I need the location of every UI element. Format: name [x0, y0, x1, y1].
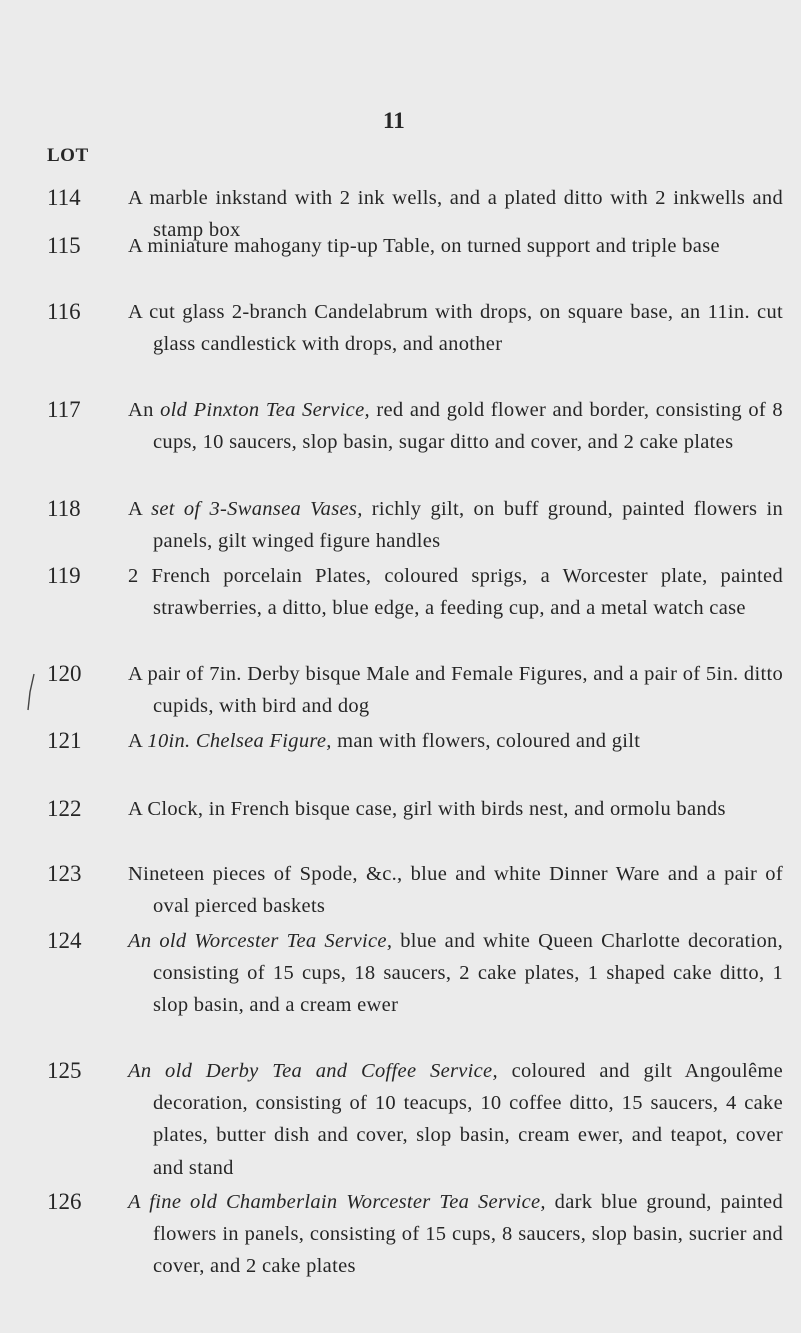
lot-description	[128, 793, 783, 825]
lot-entry	[0, 1186, 801, 1283]
lot-description	[128, 1055, 783, 1184]
lot-title: An old Worcester Tea Service,	[128, 930, 393, 952]
lot-description	[128, 296, 783, 360]
lot-text: 2 French porcelain Plates, coloured sprigs, a Worcester plate, painted strawberries, a ditto, blue edge, a feeding cup, and a metal watch case	[128, 565, 783, 620]
lot-entry	[0, 858, 801, 922]
lot-number: 115	[47, 233, 81, 258]
lot-title: old Pinxton Tea Service,	[160, 399, 370, 421]
lot-text: red and gold flower and border, consisting of 8 cups, 10 saucers, slop basin, sugar ditto and cover, and 2 cake plates	[153, 399, 783, 454]
lot-description	[128, 858, 783, 922]
lot-title: 10in. Chelsea Figure,	[147, 730, 332, 752]
lot-description	[128, 394, 783, 458]
lot-text: A miniature mahogany tip-up Table, on turned support and triple base	[128, 235, 720, 257]
lot-entry	[0, 493, 801, 557]
lot-description-lead: A	[128, 730, 148, 752]
lot-number: 116	[47, 299, 81, 324]
page-number: 11	[383, 108, 405, 133]
lot-description	[128, 925, 783, 1022]
lot-text: A marble inkstand with 2 ink wells, and a plated ditto with 2 inkwells and stamp box	[128, 187, 783, 242]
lot-description-lead: An	[128, 399, 161, 421]
lot-number: 122	[47, 796, 82, 821]
lot-entry	[0, 296, 801, 360]
lot-text: coloured and gilt Angoulême decoration, consisting of 10 teacups, 10 coffee ditto, 15 saucers, 4 cake plates, butter dish and cover, slop basin, cream ewer, and teapot, cover and stand	[153, 1060, 783, 1179]
lot-entry	[0, 793, 801, 825]
lot-description-lead: A	[128, 498, 152, 520]
lot-number: 126	[47, 1189, 82, 1214]
lot-title: set of 3-Swansea Vases,	[151, 498, 363, 520]
lot-title: An old Derby Tea and Coffee Service,	[128, 1060, 498, 1082]
lot-text: A pair of 7in. Derby bisque Male and Female Figures, and a pair of 5in. ditto cupids, with bird and dog	[128, 663, 783, 718]
lot-title: A fine old Chamberlain Worcester Tea Service,	[128, 1191, 546, 1213]
lot-number: 125	[47, 1058, 82, 1083]
lot-entry	[0, 560, 801, 624]
lot-text: A cut glass 2-branch Candelabrum with drops, on square base, an 11in. cut glass candlestick with drops, and another	[128, 301, 783, 356]
lot-description	[128, 725, 783, 757]
lot-text: man with flowers, coloured and gilt	[331, 730, 641, 752]
lot-entry	[0, 658, 801, 722]
lot-description	[128, 1186, 783, 1283]
lot-text: richly gilt, on buff ground, painted flowers in panels, gilt winged figure handles	[153, 498, 783, 553]
lot-text: dark blue ground, painted flowers in panels, consisting of 15 cups, 8 saucers, slop basin, sucrier and cover, and 2 cake plates	[153, 1191, 783, 1278]
lot-description	[128, 230, 783, 262]
lot-description	[128, 658, 783, 722]
lot-text: Nineteen pieces of Spode, &c., blue and white Dinner Ware and a pair of oval pierced baskets	[128, 863, 783, 918]
lot-text: A Clock, in French bisque case, girl with birds nest, and ormolu bands	[128, 798, 726, 820]
lot-text: blue and white Queen Charlotte decoration, consisting of 15 cups, 18 saucers, 2 cake plates, 1 shaped cake ditto, 1 slop basin, and a cream ewer	[153, 930, 783, 1017]
lot-description	[128, 493, 783, 557]
lot-column-header: LOT	[47, 145, 89, 166]
lot-number: 118	[47, 496, 81, 521]
lot-entry	[0, 230, 801, 262]
lot-entry	[0, 725, 801, 757]
lot-number: 121	[47, 728, 82, 753]
lot-entry	[0, 925, 801, 1022]
lot-number: 124	[47, 928, 82, 953]
lot-number: 123	[47, 861, 82, 886]
lot-number: 119	[47, 563, 81, 588]
lot-number: 117	[47, 397, 81, 422]
lot-entry	[0, 1055, 801, 1184]
lot-number: 120	[47, 661, 82, 686]
lot-description	[128, 560, 783, 624]
lot-number: 114	[47, 185, 81, 210]
lot-entry	[0, 394, 801, 458]
